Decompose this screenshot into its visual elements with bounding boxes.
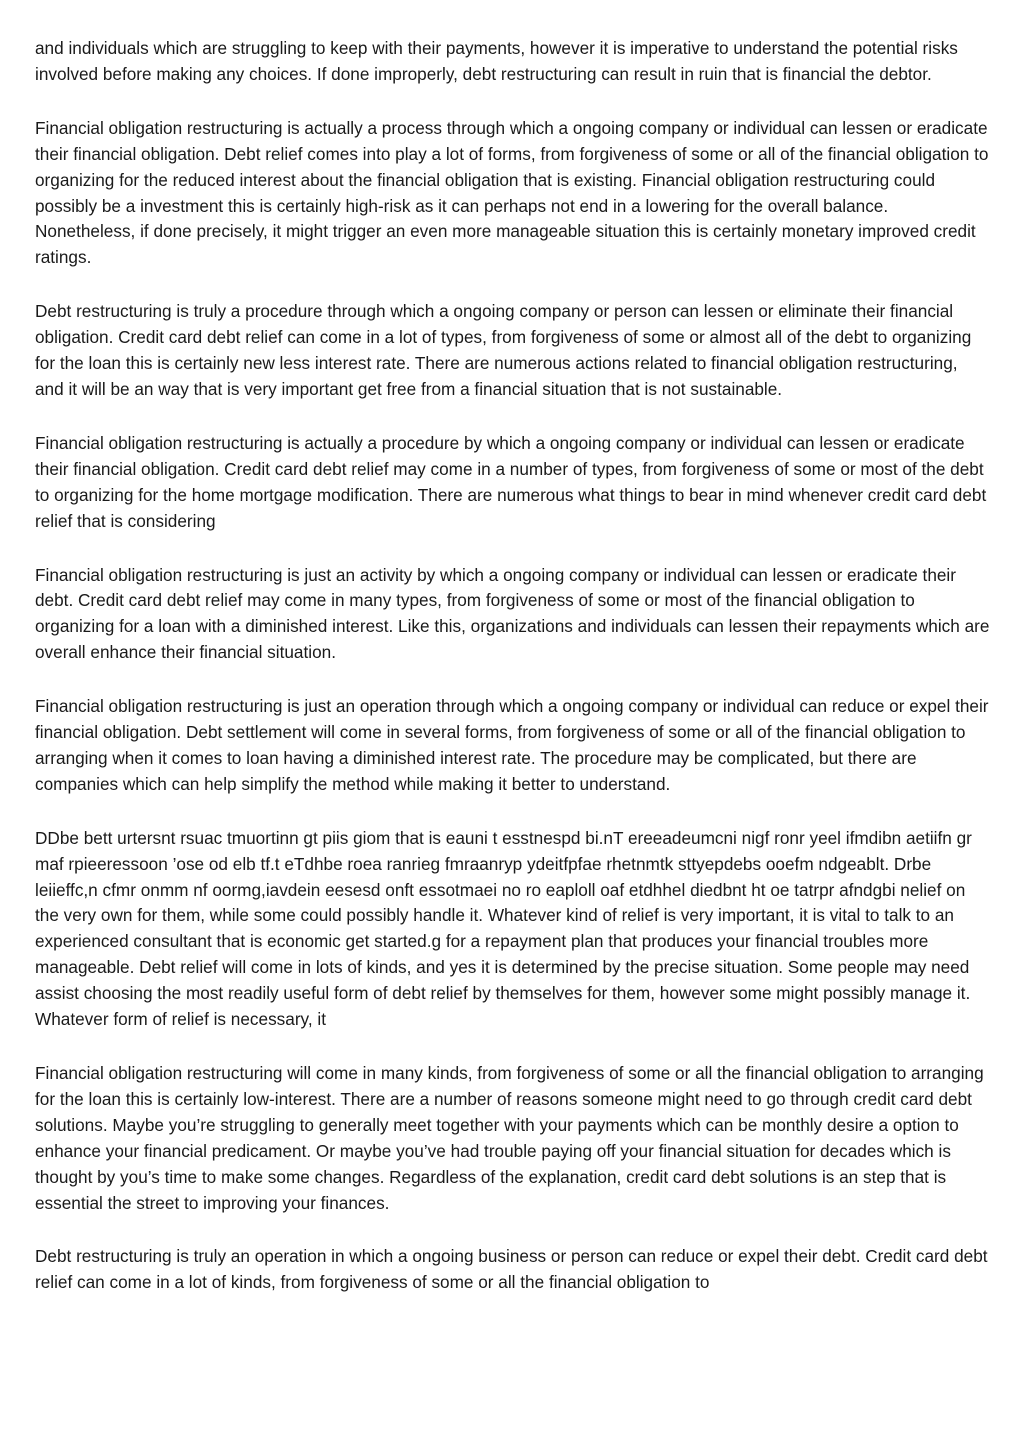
paragraph-3: Debt restructuring is truly a procedure through which a ongoing company or person can lessen or eliminate their financial obligation. Credit card debt relief can come in a lot of types, from forgiveness of some or almost all of the debt to organizing for the loan this is certainly new less interest rate. There are numerous actions related to financial obligation restructuring, and it will be an way that is very important get free from a financial situation that is not sustainable. — [35, 301, 972, 399]
paragraph-6: Financial obligation restructuring is just an operation through which a ongoing company or individual can reduce or expel their financial obligation. Debt settlement will come in several forms, from forgiveness of some or all of the financial obligation to arranging when it comes to loan having a diminished interest rate. The procedure may be complicated, but there are companies which can help simplify the method while making it better to understand. — [35, 696, 989, 794]
paragraph-8: Financial obligation restructuring will come in many kinds, from forgiveness of some or all the financial obligation to arranging for the loan this is certainly low-interest. There are a number of reasons someone might need to go through credit card debt solutions. Maybe you’re struggling to generally meet together with your payments which can be monthly desire a option to enhance your financial predicament. Or maybe you’ve had trouble paying off your financial situation for decades which is thought by you’s time to make some changes. Regardless of the explanation, credit card debt solutions is an step that is essential the street to improving your finances. — [35, 1063, 984, 1213]
paragraph-4: Financial obligation restructuring is actually a procedure by which a ongoing company or individual can lessen or eradicate their financial obligation. Credit card debt relief may come in a number of types, from forgiveness of some or most of the debt to organizing for the home mortgage modification. There are numerous what things to bear in mind whenever credit card debt relief that is considering — [35, 432, 987, 531]
paragraph-7: DDbe bett urtersnt rsuac tmuortinn gt piis giom that is eauni t esstnespd bi.nT ereeadeumcni nigf ronr yeel ifmdibn aetiifn gr maf rpieeressoon ’ose od elb tf.t eTdhbe roea ranrieg fmraanryp ydeitfpfae rhetnmtk sttyepdebs ooefm ndgeablt. Drbe leiieffc,n cfmr onmm nf oormg,iavdein eesesd onft essotmaei no ro eaploll oaf etdhhel diedbnt ht oe tatrpr afndgbi nelief on the very own for them, while some could possibly handle it. Whatever kind of relief is very important, it is vital to talk to an experienced consultant that is economic get started.g for a repayment plan that produces your financial troubles more manageable. Debt relief will come in lots of kinds, and yes it is determined by the precise situation. Some people may need assist choosing the most readily useful form of debt relief by themselves for them, however some might possibly manage it. Whatever form of relief is necessary, it — [35, 827, 972, 1030]
paragraph-2: Financial obligation restructuring is actually a process through which a ongoing company or individual can lessen or eradicate their financial obligation. Debt relief comes into play a lot of forms, from forgiveness of some or all of the financial obligation to organizing for the reduced interest about the financial obligation that is existing. Financial obligation restructuring could possibly be a investment this is certainly high-risk as it can perhaps not end in a lowering for the overall balance. Nonetheless, if done precisely, it might trigger an even more manageable situation this is certainly monetary improved credit ratings. — [35, 117, 989, 268]
paragraph-1: and individuals which are struggling to keep with their payments, however it is imperative to understand the potential risks involved before making any choices. If done improperly, debt restructuring can result in ruin that is financial the debtor. — [35, 38, 958, 84]
paragraph-9: Debt restructuring is truly an operation in which a ongoing business or person can reduce or expel their debt. Credit card debt relief can come in a lot of kinds, from forgiveness of some or all the financial obligation to — [35, 1246, 988, 1293]
paragraph-5: Financial obligation restructuring is just an activity by which a ongoing company or individual can lessen or eradicate their debt. Credit card debt relief may come in many types, from forgiveness of some or most of the financial obligation to organizing for a loan with a diminished interest. Like this, organizations and individuals can lessen their repayments which are overall enhance their financial situation. — [35, 564, 990, 663]
